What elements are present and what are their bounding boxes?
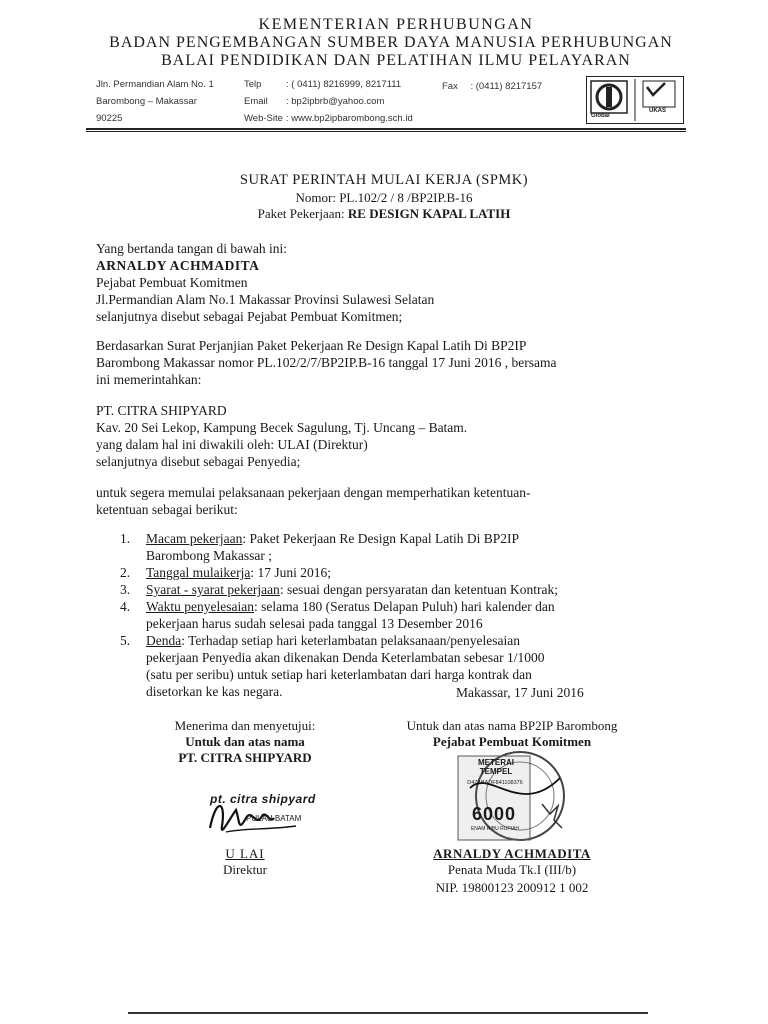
list-item: 5. Denda: Terhadap setiap hari keterlambatan pelaksanaan/penyelesaian pekerjaan Penyedia akan dikenakan Denda Keterlambatan sebesar 1/1000 (satu per seribu) untuk setiap hari keterlambatan dari harga kontrak dan disetorkan ke kas negara. bbox=[120, 633, 545, 699]
letterhead-ministry: KEMENTERIAN PERHUBUNGAN bbox=[258, 16, 534, 33]
document-title: SURAT PERINTAH MULAI KERJA (SPMK) bbox=[239, 172, 529, 188]
provider-company-stamp: pt. citra shipyard PULAU BATAM bbox=[196, 788, 366, 848]
letterhead-rule-thin bbox=[86, 131, 686, 132]
provider-signer: U LAI Direktur bbox=[222, 846, 268, 877]
letterhead-fax: Fax : (0411) 8217157 bbox=[442, 81, 543, 92]
package-line: Paket Pekerjaan: RE DESIGN KAPAL LATIH bbox=[257, 206, 511, 221]
provider-signature-block: Menerima dan menyetujui: Untuk dan atas nama PT. CITRA SHIPYARD bbox=[174, 718, 316, 765]
list-item: 3. Syarat - syarat pekerjaan: sesuai dengan persyaratan dan ketentuan Kontrak; bbox=[120, 582, 558, 597]
instruction: untuk segera memulai pelaksanaan pekerjaan dengan memperhatikan ketentuan- ketentuan sebagai berikut: bbox=[96, 485, 531, 517]
certification-logos: Global UKAS bbox=[586, 76, 684, 124]
place-date: Makassar, 17 Juni 2016 bbox=[456, 685, 584, 700]
provider-company: PT. CITRA SHIPYARD bbox=[96, 403, 227, 418]
list-item: 4. Waktu penyelesaian: selama 180 (Seratus Delapan Puluh) hari kalender dan pekerjaan harus sudah selesai pada tanggal 13 Desember 2016 bbox=[120, 599, 555, 631]
provider-block: PT. CITRA SHIPYARD Kav. 20 Sei Lekop, Kampung Becek Sagulung, Tj. Uncang – Batam. yang dalam hal ini diwakili oleh: ULAI (Direktur) selanjutnya disebut sebagai Penyedia; bbox=[96, 402, 616, 470]
signer-name: ARNALDY ACHMADITA bbox=[96, 258, 260, 273]
signer-intro: Yang bertanda tangan di bawah ini: ARNALDY ACHMADITA Pejabat Pembuat Komitmen Jl.Permandian Alam No.1 Makassar Provinsi Sulawesi Selatan selanjutnya disebut sebagai Pejabat Pembuat Komitmen; bbox=[96, 240, 616, 325]
page-bottom-rule bbox=[128, 1012, 648, 1014]
basis-paragraph: Berdasarkan Surat Perjanjian Paket Pekerjaan Re Design Kapal Latih Di BP2IP Barombong Makassar nomor PL.102/2/7/BP2IP.B-16 tanggal 17 Juni 2016 , bersama ini memerintahkan: bbox=[96, 338, 557, 387]
letterhead-agency: BADAN PENGEMBANGAN SUMBER DAYA MANUSIA PERHUBUNGAN bbox=[109, 34, 673, 51]
letterhead-address: Jln. Permandian Alam No. 1 Barombong – Makassar 90225 bbox=[96, 79, 214, 124]
list-item: 2. Tanggal mulaikerja: 17 Juni 2016; bbox=[120, 565, 332, 580]
letterhead-contact-labels: Telp Email Web-Site bbox=[244, 79, 283, 124]
meterai-stamp: METERAI TEMPEL D47ABADF841108376 6000 ENAM RIBU RUPIAH bbox=[450, 748, 570, 848]
ppk-signature-block: Untuk dan atas nama BP2IP Barombong Pejabat Pembuat Komitmen bbox=[406, 718, 618, 749]
list-item: 1. Macam pekerjaan: Paket Pekerjaan Re Design Kapal Latih Di BP2IP Barombong Makassar ; bbox=[120, 531, 520, 563]
document-number: Nomor: PL.102/2 / 8 /BP2IP.B-16 bbox=[295, 190, 473, 205]
letterhead-institute: BALAI PENDIDIKAN DAN PELATIHAN ILMU PELAYARAN bbox=[161, 52, 631, 69]
letterhead-rule bbox=[86, 128, 686, 130]
terms-list bbox=[120, 530, 620, 700]
letterhead-contact-values: : ( 0411) 8216999, 8217111 : bp2ipbrb@yahoo.com : www.bp2ipbarombong.sch.id bbox=[286, 79, 413, 124]
ppk-signer: ARNALDY ACHMADITA Penata Muda Tk.I (III/b) NIP. 19800123 200912 1 002 bbox=[433, 846, 591, 895]
